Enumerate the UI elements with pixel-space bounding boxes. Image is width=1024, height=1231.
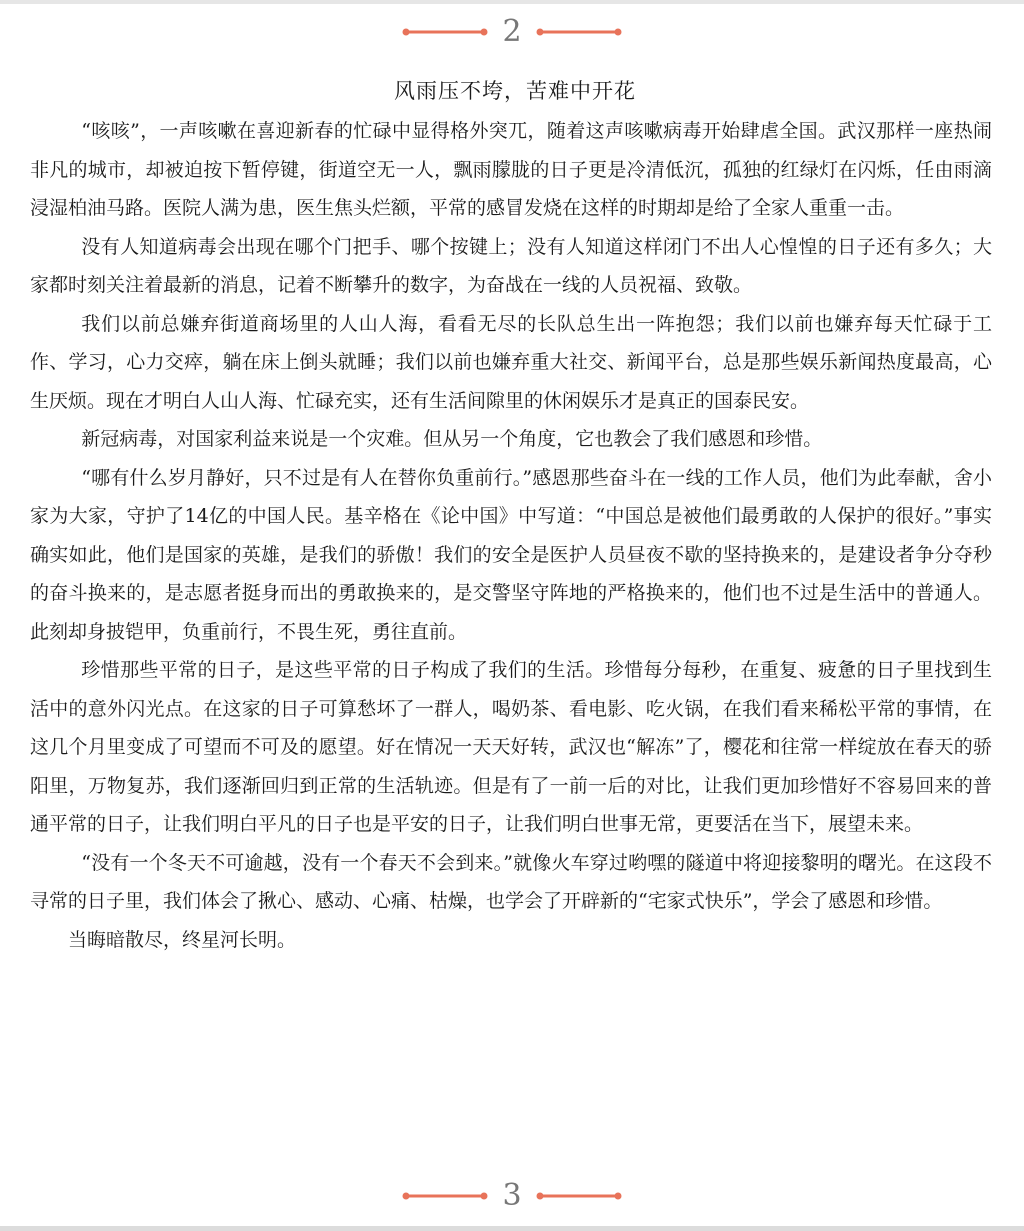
left-decor-line-icon — [402, 22, 488, 42]
page-marker-top — [0, 12, 1024, 52]
paragraph-1: “咳咳”，一声咳嗽在喜迎新春的忙碌中显得格外突兀，随着这声咳嗽病毒开始肆虐全国。武汉那样一座热闹非凡的城市，却被迫按下暂停键，街道空无一人，飘雨朦胧的日子更是冷清低沉，孤独的红绿灯在闪烁，任由雨滴浸湿柏油马路。医院人满为患，医生焦头烂额，平常的感冒发烧在这样的时期却是给了全家人重重一击。 — [30, 120, 992, 219]
right-decor-line-icon — [536, 1186, 622, 1206]
page-number-next: 3 — [502, 1178, 522, 1213]
article — [30, 70, 992, 959]
paragraph-6: 珍惜那些平常的日子，是这些平常的日子构成了我们的生活。珍惜每分每秒，在重复、疲惫的日子里找到生活中的意外闪光点。在这家的日子可算愁坏了一群人，喝奶茶、看电影、吃火锅，在我们看来稀松平常的事情，在这几个月里变成了可望而不可及的愿望。好在情况一天天好转，武汉也“解冻”了，樱花和往常一样绽放在春天的骄阳里，万物复苏，我们逐渐回归到正常的生活轨迹。但是有了一前一后的对比，让我们更加珍惜好不容易回来的普通平常的日子，让我们明白平凡的日子也是平安的日子，让我们明白世事无常，更要活在当下，展望未来。 — [30, 659, 992, 835]
page-marker-bottom — [0, 1176, 1024, 1216]
bottom-border — [0, 1226, 1024, 1231]
page-number-current: 2 — [502, 14, 522, 49]
paragraph-4: 新冠病毒，对国家利益来说是一个灾难。但从另一个角度，它也教会了我们感恩和珍惜。 — [81, 428, 823, 450]
paragraph-3: 我们以前总嫌弃街道商场里的人山人海，看看无尽的长队总生出一阵抱怨；我们以前也嫌弃每天忙碌于工作、学习，心力交瘁，躺在床上倒头就睡；我们以前也嫌弃重大社交、新闻平台，总是那些娱乐新闻热度最高，心生厌烦。现在才明白人山人海、忙碌充实，还有生活间隙里的休闲娱乐才是真正的国泰民安。 — [30, 312, 992, 412]
paragraph-2: 没有人知道病毒会出现在哪个门把手、哪个按键上；没有人知道这样闭门不出人心惶惶的日子还有多久；大家都时刻关注着最新的消息，记着不断攀升的数字，为奋战在一线的人员祝福、致敬。 — [30, 235, 992, 296]
paragraph-7: “没有一个冬天不可逾越，没有一个春天不会到来。”就像火车穿过哟嘿的隧道中将迎接黎明的曙光。在这段不寻常的日子里，我们体会了揪心、感动、心痛、枯燥，也学会了开辟新的“宅家式快乐”，学会了感恩和珍惜。 — [30, 851, 992, 912]
article-title: 风雨压不垮，苦难中开花 — [394, 79, 636, 103]
right-decor-line-icon — [536, 22, 622, 42]
paragraph-8: 当晦暗散尽，终星河长明。 — [68, 928, 297, 951]
left-decor-line-icon — [402, 1186, 488, 1206]
paragraph-5: “哪有什么岁月静好，只不过是有人在替你负重前行。”感恩那些奋斗在一线的工作人员，他们为此奉献，舍小家为大家，守护了14亿的中国人民。基辛格在《论中国》中写道：“中国总是被他们最勇敢的人保护的很好。”事实确实如此，他们是国家的英雄，是我们的骄傲！我们的安全是医护人员昼夜不歇的坚持换来的，是建设者争分夺秒的奋斗换来的，是志愿者挺身而出的勇敢换来的，是交警坚守阵地的严格换来的，他们也不过是生活中的普通人。此刻却身披铠甲，负重前行，不畏生死，勇往直前。 — [30, 466, 992, 643]
top-border — [0, 0, 1024, 4]
